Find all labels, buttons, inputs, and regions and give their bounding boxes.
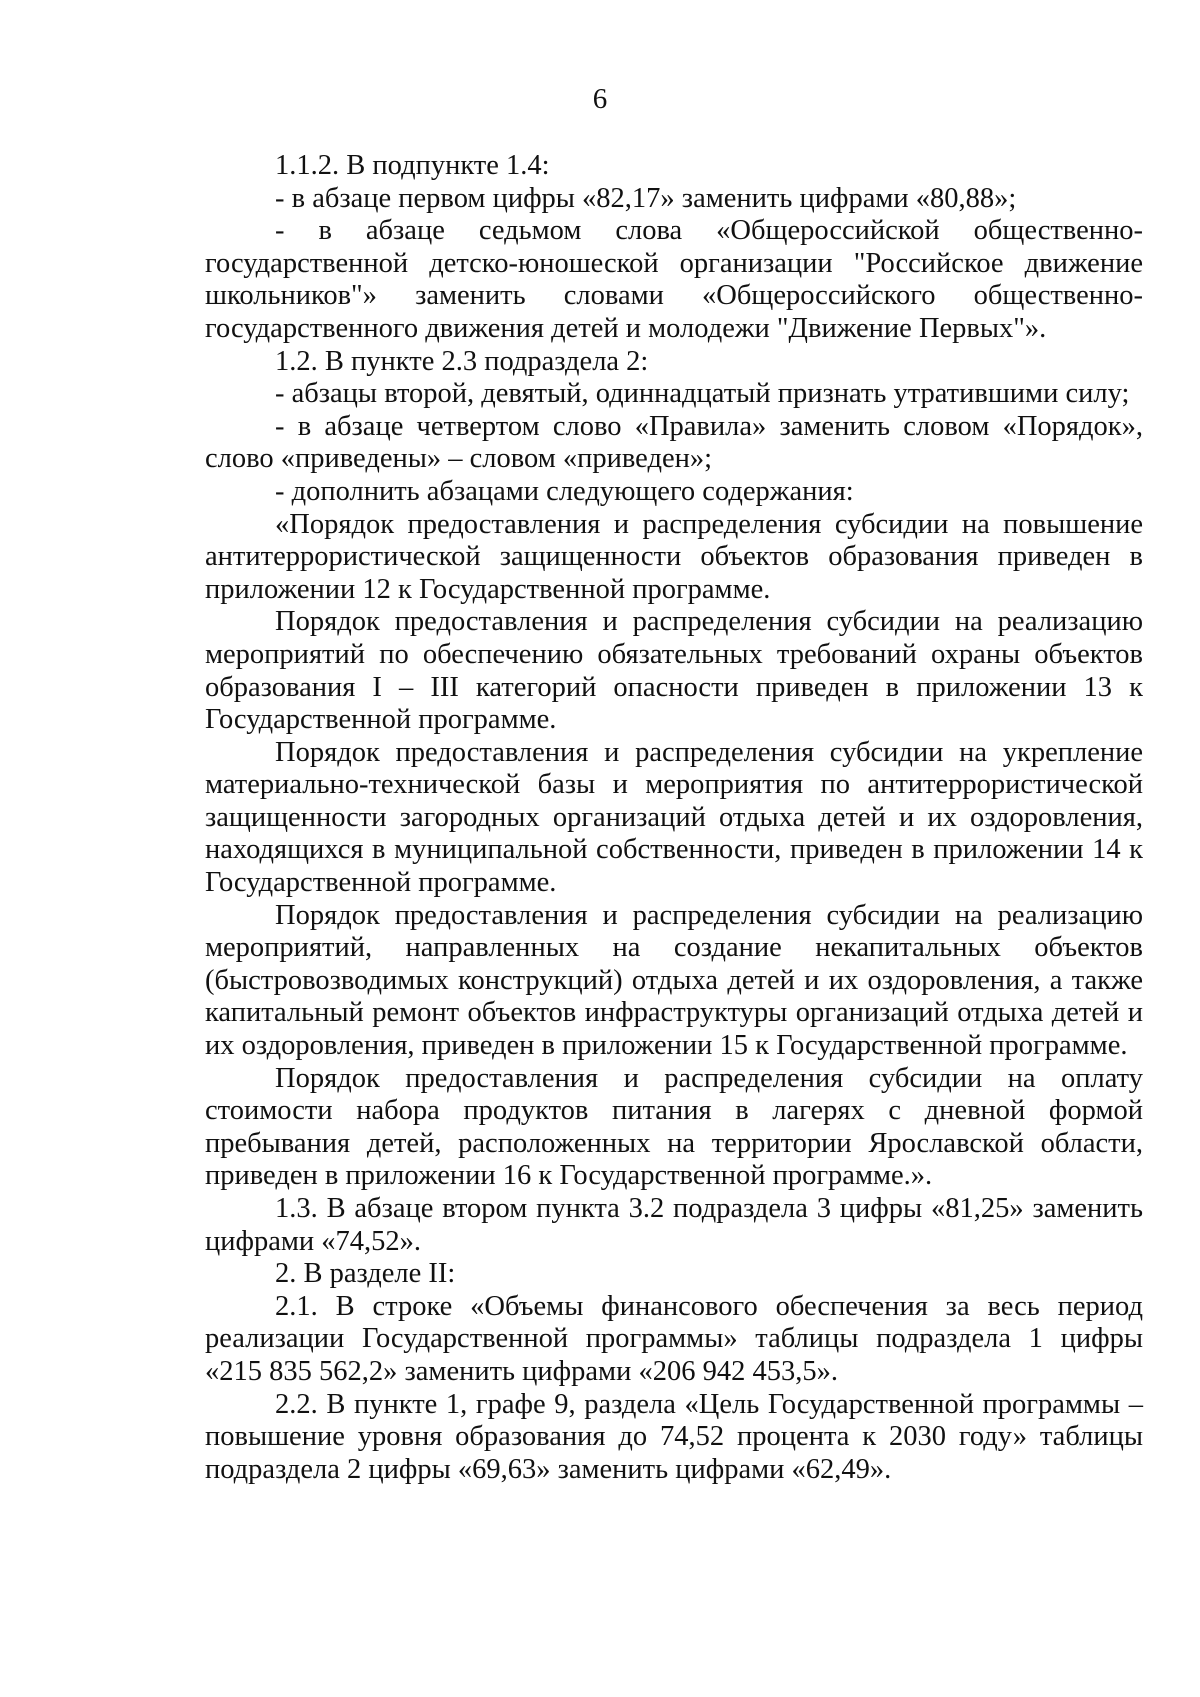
paragraph-1-3: 1.3. В абзаце втором пункта 3.2 подраздела 3 цифры «81,25» заменить цифрами «74,52». <box>205 1193 1143 1257</box>
paragraph-prilozhenie-14: Порядок предоставления и распределения субсидии на укрепление материально-технической базы и мероприятия по антитеррористической защищенности загородных организаций отдыха детей и их оздоровления, находящихся в муниципальной собственности, приведен в приложении 14 к Государственной программе. <box>205 736 1143 899</box>
paragraph-abzac-chetvertyi: - в абзаце четвертом слово «Правила» заменить словом «Порядок», слово «приведены» – словом «приведен»; <box>205 410 1143 475</box>
document-body <box>205 150 1143 1486</box>
page-number: 6 <box>592 83 608 115</box>
paragraph-prilozhenie-13: Порядок предоставления и распределения субсидии на реализацию мероприятий по обеспечению обязательных требований охраны объектов образования I – III категорий опасности приведен в приложении 13 к Государственной программе. <box>205 606 1143 736</box>
paragraph-2-heading: 2. В разделе II: <box>275 1258 456 1290</box>
paragraph-prilozhenie-16: Порядок предоставления и распределения субсидии на оплату стоимости набора продуктов питания в лагерях с дневной формой пребывания детей, расположенных на территории Ярославской области, приведен в приложении 16 к Государственной программе.». <box>205 1062 1143 1192</box>
paragraph-2-1: 2.1. В строке «Объемы финансового обеспечения за весь период реализации Государственной программы» таблицы подраздела 1 цифры «215 835 562,2» заменить цифрами «206 942 453,5». <box>205 1290 1143 1387</box>
paragraph-dopolnit: - дополнить абзацами следующего содержания: <box>275 475 854 507</box>
paragraph-2-2: 2.2. В пункте 1, графе 9, раздела «Цель Государственной программы – повышение уровня образования до 74,52 процента к 2030 году» таблицы подраздела 2 цифры «69,63» заменить цифрами «62,49». <box>205 1388 1143 1485</box>
paragraph-prilozhenie-15: Порядок предоставления и распределения субсидии на реализацию мероприятий, направленных на создание некапитальных объектов (быстровозводимых конструкций) отдыха детей и их оздоровления, а также капитальный ремонт объектов инфраструктуры организаций отдыха детей и их оздоровления, приведен в приложении 15 к Государственной программе. <box>205 899 1143 1062</box>
paragraph-1-1-2-heading: 1.1.2. В подпункте 1.4: <box>275 150 550 181</box>
paragraph-abzacy-utrativshie: - абзацы второй, девятый, одиннадцатый признать утратившими силу; <box>275 378 1130 410</box>
paragraph-prilozhenie-12: «Порядок предоставления и распределения субсидии на повышение антитеррористической защищенности объектов образования приведен в приложении 12 к Государственной программе. <box>205 508 1143 605</box>
paragraph-abzac-pervyi: - в абзаце первом цифры «82,17» заменить цифрами «80,88»; <box>275 182 1017 214</box>
paragraph-abzac-sedmoi: - в абзаце седьмом слова «Общероссийской общественно-государственной детско-юношеской организации "Российское движение школьников"» заменить словами «Общероссийского общественно-государственного движения детей и молодежи "Движение Первых"». <box>205 215 1143 344</box>
paragraph-1-2-heading: 1.2. В пункте 2.3 подраздела 2: <box>275 345 649 377</box>
